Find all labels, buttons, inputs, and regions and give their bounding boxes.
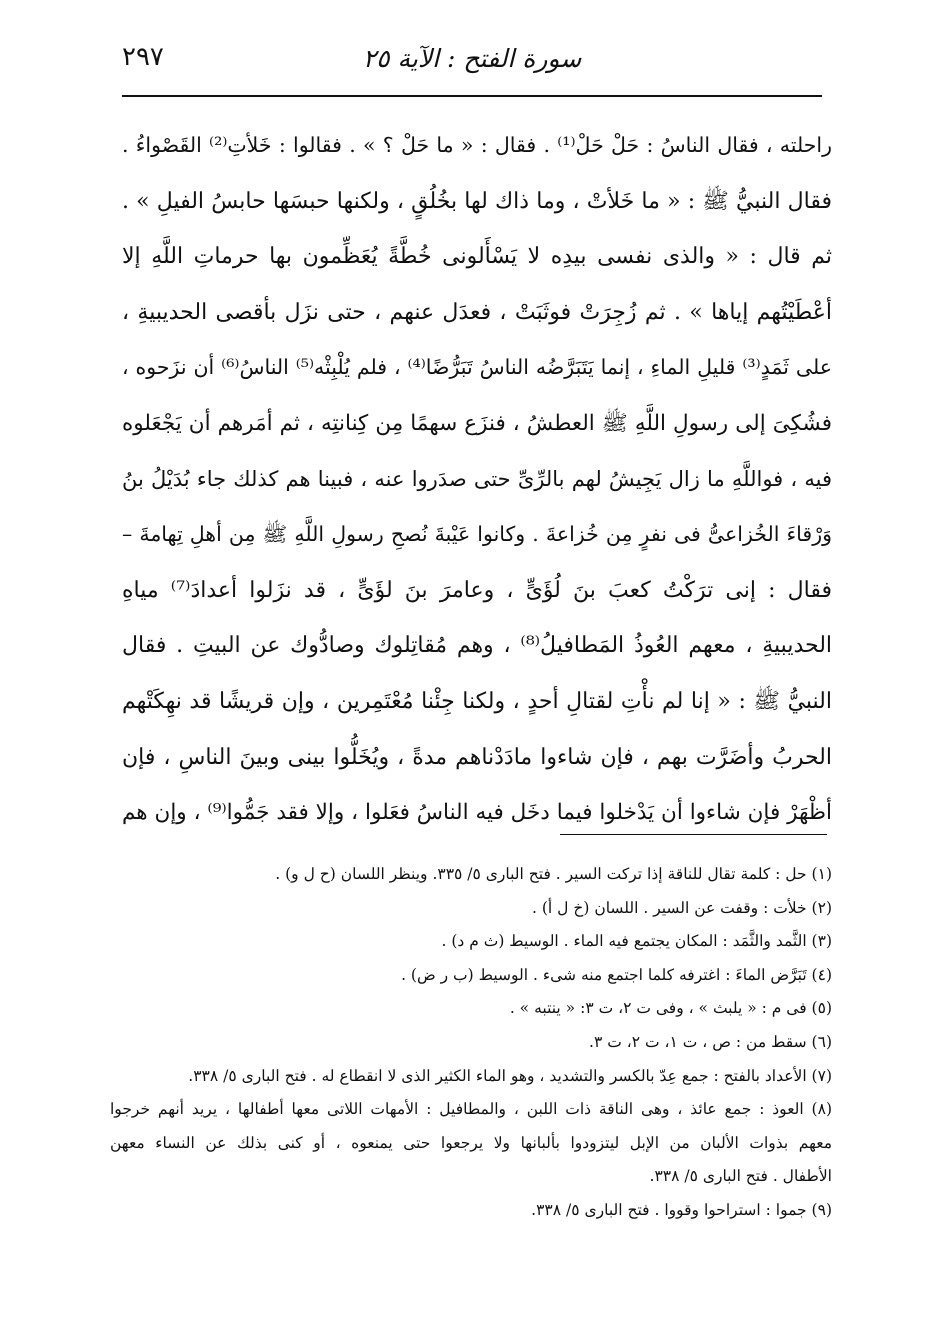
text-line: أظْهَرْ فإن شاءوا أن يَدْخلوا فيما دخَل فيه الناسُ فعَلوا ، وإلا فقد جَمُّوا⁽⁹⁾ ، وإن هم [122,800,832,826]
text-line: النبيُّ ﷺ : « إنا لم نأْتِ لقتالِ أحدٍ ، ولكنا جِئْنا مُعْتَمِرين ، وإن قريشًا قد نهِكَتْهم [122,688,832,714]
text-line: فشُكِىَ إلى رسولِ اللَّهِ ﷺ العطشُ ، فنزَع سهمًا مِن كِنانتِه ، ثم أمَرهم أن يَجْعَلوه [122,410,832,436]
text-line: ثم قال : « والذى نفسى بيدِه لا يَسْأَلونى خُطَّةً يُعَظِّمون بها حرماتِ اللَّهِ إلا [122,244,832,270]
page-number: ٢٩٧ [122,42,164,72]
text-line: وَرْقاءَ الخُزاعىُّ فى نفرٍ مِن خُزاعةَ . وكانوا عَيْبةَ نُصحِ رسولِ اللَّهِ ﷺ مِن أهلِ تِهامةَ – [122,522,832,547]
footnote-5: (٥) فى م : « يلبث » ، وفى ت ٢، ت ٣: « ينتبه » . [509,999,832,1018]
footnote-8-continued: معهم بذوات الألبان من الإبل ليتزودوا بألبانها ولا يرجعوا حتى يمنعوه ، أو كنى بذلك عن النساء معهن [110,1133,832,1152]
text-line: الحربُ وأضَرَّت بهم ، فإن شاءوا مادَدْناهم مدةً ، ويُخَلُّوا بينى وبينَ الناسِ ، فإن [122,744,832,770]
footnote-7: (٧) الأعداد بالفتح : جمع عِدّ بالكسر والتشديد ، وهو الماء الكثير الذى لا انقطاع له . فتح البارى ٥/ ٣٣٨. [188,1066,832,1085]
text-line: راحلته ، فقال الناسُ : حَلْ حَلْ⁽¹⁾ . فقال : « ما حَلْ ؟ » . فقالوا : خَلأتِ⁽²⁾ القَصْواءُ . [122,133,832,157]
footnote-3: (٣) الثَّمد والثَّمَد : المكان يجتمع فيه الماء . الوسيط (ث م د) . [441,932,832,951]
footnote-8-end: الأطفال . فتح البارى ٥/ ٣٣٨. [649,1167,832,1186]
footnote-9: (٩) جموا : استراحوا وقووا . فتح البارى ٥/ ٣٣٨. [531,1200,832,1219]
text-line: على ثَمَدٍ⁽³⁾ قليلِ الماءِ ، إنما يَتَبَرَّضُه الناسُ تَبَرُّضًا⁽⁴⁾ ، فلم يُلْبِثْه⁽⁵⁾ الناسُ⁽⁶⁾ أن نزَحوه ، [122,355,832,380]
page-header [122,40,822,94]
main-text [122,118,832,841]
footnote-2: (٢) خلأت : وقفت عن السير . اللسان (خ ل أ) . [532,898,832,917]
text-line: فقال : إنى ترَكْتُ كعبَ بنَ لُؤَىٍّ ، وعامرَ بنَ لؤَىٍّ ، قد نزَلوا أعدادَ⁽⁷⁾ مياهِ [122,577,832,603]
footnote-8: (٨) العوذ : جمع عائذ ، وهى الناقة ذات اللبن ، والمطافيل : الأمهات اللاتى معها أطفالها ، يريد أنهم خرجوا [110,1100,832,1119]
text-line: فيه ، فواللَّهِ ما زال يَجِيشُ لهم بالرِّىِّ حتى صدَروا عنه ، فبينا هم كذلك جاء بُدَيْلُ بنُ [122,466,832,491]
running-title: سورة الفتح : الآية ٢٥ [362,44,582,73]
footnote-4: (٤) تَبَرَّض الماءَ : اغترفه كلما اجتمع منه شىء . الوسيط (ب ر ض) . [401,965,832,984]
text-line: فقال النبيُّ ﷺ : « ما خَلأتْ ، وما ذاك لها بخُلُقٍ ، ولكنها حبسَها حابسُ الفيلِ » . [122,188,832,214]
footnote-1: (١) حل : كلمة تقال للناقة إذا تركت السير . فتح البارى ٥/ ٣٣٥. وينظر اللسان (ح ل و) . [275,865,832,883]
footnote-divider [560,834,827,835]
text-line: الحديبيةِ ، معهم العُوذُ المَطافيلُ⁽⁸⁾ ، وهم مُقاتِلوك وصادُّوك عن البيتِ . فقال [122,633,832,659]
footnotes [110,858,832,1228]
footnote-6: (٦) سقط من : ص ، ت ١، ت ٢، ت ٣. [589,1032,832,1051]
text-line: أعْطَيْتُهم إياها » . ثم زُجِرَتْ فوثَبَتْ ، فعدَل عنهم ، حتى نزَل بأقصى الحديبيةِ ، [122,299,832,325]
header-divider [122,95,822,97]
